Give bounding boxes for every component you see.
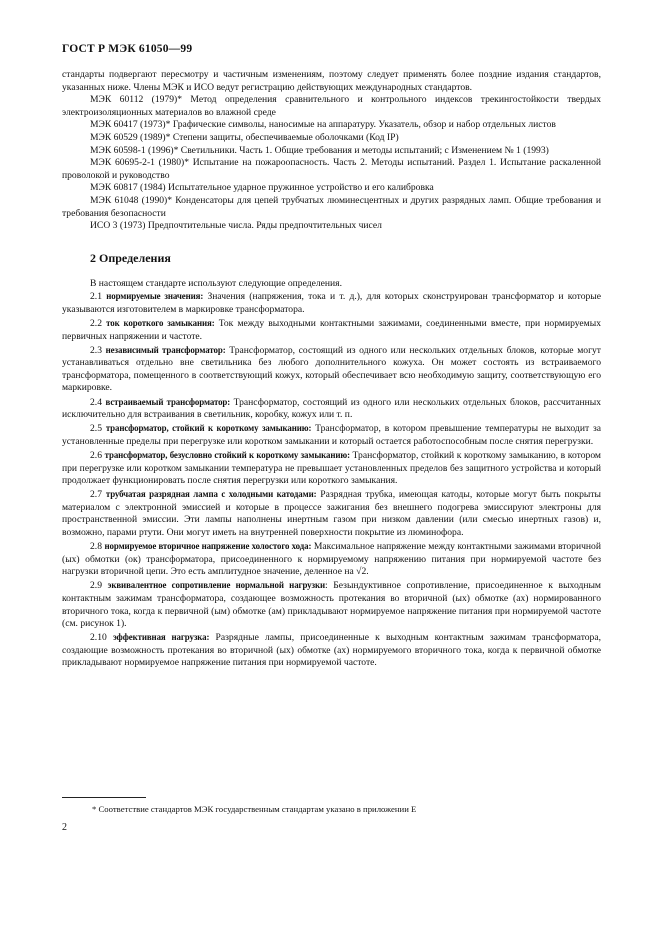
reference-item: МЭК 61048 (1990)* Конденсаторы для цепей трубчатых люминесцентных и других разрядных ламп. Общие требования и требования безопасности <box>62 194 601 219</box>
definition-text: Ток между выходными контактными зажимами, соединенными вместе, при нормируемых первичных напряжении и частоте. <box>62 318 601 342</box>
definition-item <box>62 579 601 630</box>
section-heading: 2 Определения <box>90 250 171 265</box>
definition-item <box>62 488 601 539</box>
definition-term: ток короткого замыкания: <box>106 318 215 328</box>
document-body <box>62 69 601 671</box>
definition-term: трансформатор, стойкий к короткому замыканию: <box>105 423 312 434</box>
reference-item: МЭК 60112 (1979)* Метод определения сравнительного и контрольного индексов трекингостойкости твердых электроизоляционных материалов во влажной среде <box>62 94 601 118</box>
definition-number: 2.1 <box>90 291 102 303</box>
definition-number: 2.8 <box>90 541 102 553</box>
reference-item: МЭК 60817 (1984) Испытательное ударное пружинное устройство и его калибровка <box>90 182 434 194</box>
definition-term: нормируемые значения: <box>106 291 204 302</box>
definition-text: : Безындуктивное сопротивление, присоединенное к выходным контактным зажимам трансформатора, создающее возможность протекания во вторичной (ых) обмотке (ах) нормированного вторичного тока, когда к первичной (ым) обмотке (ам) прикладывают нормируемое напряжение питания при нормируемой частоте (см. рисунок 1). <box>62 580 601 630</box>
footnote: * Соответствие стандартов МЭК государственным стандартам указано в приложении Е <box>92 804 417 814</box>
definition-number: 2.2 <box>90 318 102 329</box>
reference-item: МЭК 60695-2-1 (1980)* Испытание на пожароопасность. Часть 2. Методы испытаний. Раздел 1. Испытание раскаленной проволокой и руководство <box>62 157 601 181</box>
reference-item: ИСО 3 (1973) Предпочтительные числа. Ряды предпочтительных чисел <box>90 220 382 232</box>
definition-number: 2.6 <box>90 449 102 461</box>
intro-paragraph: стандарты подвергают пересмотру и частичным изменениям, поэтому следует применять более поздние издания стандартов, указанных ниже. Члены МЭК и ИСО ведут регистрацию действующих международных стандартов. <box>62 69 601 93</box>
definition-text: Разрядные лампы, присоединенные к выходным контактным зажимам трансформатора, создающие возможность протекания во вторичной (ых) обмотке (ах) нормируемого вторичного тока, когда к первичной обмотке прикладывают нормируемое напряжение питания при нормируемой частоте. <box>62 632 602 669</box>
definition-item <box>62 396 601 422</box>
definition-term: эквивалентное сопротивление нормальной нагрузки <box>107 580 326 591</box>
definition-item <box>62 422 601 448</box>
definition-text: Трансформатор, состоящий из одного или нескольких отдельных блоков, которые могут устанавливаться отдельно вне светильника без любого дополнительного кожуха. Он может состоять из встраиваемого трансформатора, помещенного в соответствующий кожух, который обеспечивает всю необходимую защиту, соответствующую его маркировке. <box>62 344 601 394</box>
reference-item: МЭК 60417 (1973)* Графические символы, наносимые на аппаратуру. Указатель, обзор и набор отдельных листов <box>90 119 556 131</box>
definition-text: Трансформатор, стойкий к короткому замыканию, в котором при перегрузке или коротком замыкании температура не превышает установленных пределов без защитного устройства и который продолжает функционировать после снятия перегрузки или короткого замыкания. <box>62 449 602 487</box>
definition-number: 2.9 <box>90 580 102 592</box>
definition-item <box>62 631 601 670</box>
definition-item <box>62 540 601 579</box>
definition-number: 2.10 <box>90 632 107 644</box>
page-number: 2 <box>62 822 67 833</box>
definition-term: трансформатор, безусловно стойкий к короткому замыканию: <box>104 449 350 460</box>
definition-term: нормируемое вторичное напряжение холостого хода: <box>104 541 312 552</box>
definition-number: 2.5 <box>90 423 102 435</box>
page-header: ГОСТ Р МЭК 61050—99 <box>62 43 193 55</box>
definition-item <box>62 290 601 316</box>
definition-text: Трансформатор, в котором превышение температуры не выходит за установленные пределы при перегрузке или коротком замыкании и который остается работоспособным после снятия перегрузки. <box>62 423 601 447</box>
definition-text: Разрядная трубка, имеющая катоды, которые могут быть покрыты материалом с электронной эмиссией и которые в процессе зажигания без внешнего подогрева эмиссируют электроны для пространственной эмиссии. Эти лампы наполнены инертным газом при низком давлении (или смесью инертных газов) и, возможно, парами ртути. Они могут иметь на внутренней поверхности покрытие из люминофора. <box>62 489 601 538</box>
normative-references-list <box>62 94 601 233</box>
definition-number: 2.4 <box>90 396 102 408</box>
definition-term: эффективная нагрузка: <box>112 632 210 643</box>
definition-text: Трансформатор, состоящий из одного или нескольких отдельных блоков, рассчитанных исключительно для встраивания в светильник, коробку, кожух или т. п. <box>62 396 602 421</box>
definition-number: 2.3 <box>90 344 102 356</box>
footnote-divider <box>62 797 146 798</box>
definitions-list <box>62 290 601 670</box>
definition-item <box>62 344 601 395</box>
definition-item <box>62 449 601 488</box>
definition-item <box>62 317 601 343</box>
definition-term: независимый трансформатор: <box>105 344 226 355</box>
reference-item: МЭК 60529 (1989)* Степени защиты, обеспечиваемые оболочками (Код IP) <box>90 131 399 143</box>
definition-text: Максимальное напряжение между контактными зажимами вторичной (ых) обмотки (ок) трансформатора, присоединенного к нормируемому напряжению питания при нормируемой частоте без нагрузки вторичной цепи. Это есть амплитудное значение, деленное на √2. <box>62 541 601 578</box>
definition-term: встраиваемый трансформатор: <box>105 396 231 407</box>
definition-number: 2.7 <box>90 489 102 501</box>
section-intro: В настоящем стандарте используют следующие определения. <box>90 277 342 289</box>
reference-item: МЭК 60598-1 (1996)* Светильники. Часть 1. Общие требования и методы испытаний; с Изменением № 1 (1993) <box>90 144 549 156</box>
definition-text: Значения (напряжения, тока и т. д.), для которых сконструирован трансформатор и которые указываются изготовителем в маркировке трансформатора. <box>62 291 602 315</box>
definition-term: трубчатая разрядная лампа с холодными катодами: <box>105 489 317 500</box>
